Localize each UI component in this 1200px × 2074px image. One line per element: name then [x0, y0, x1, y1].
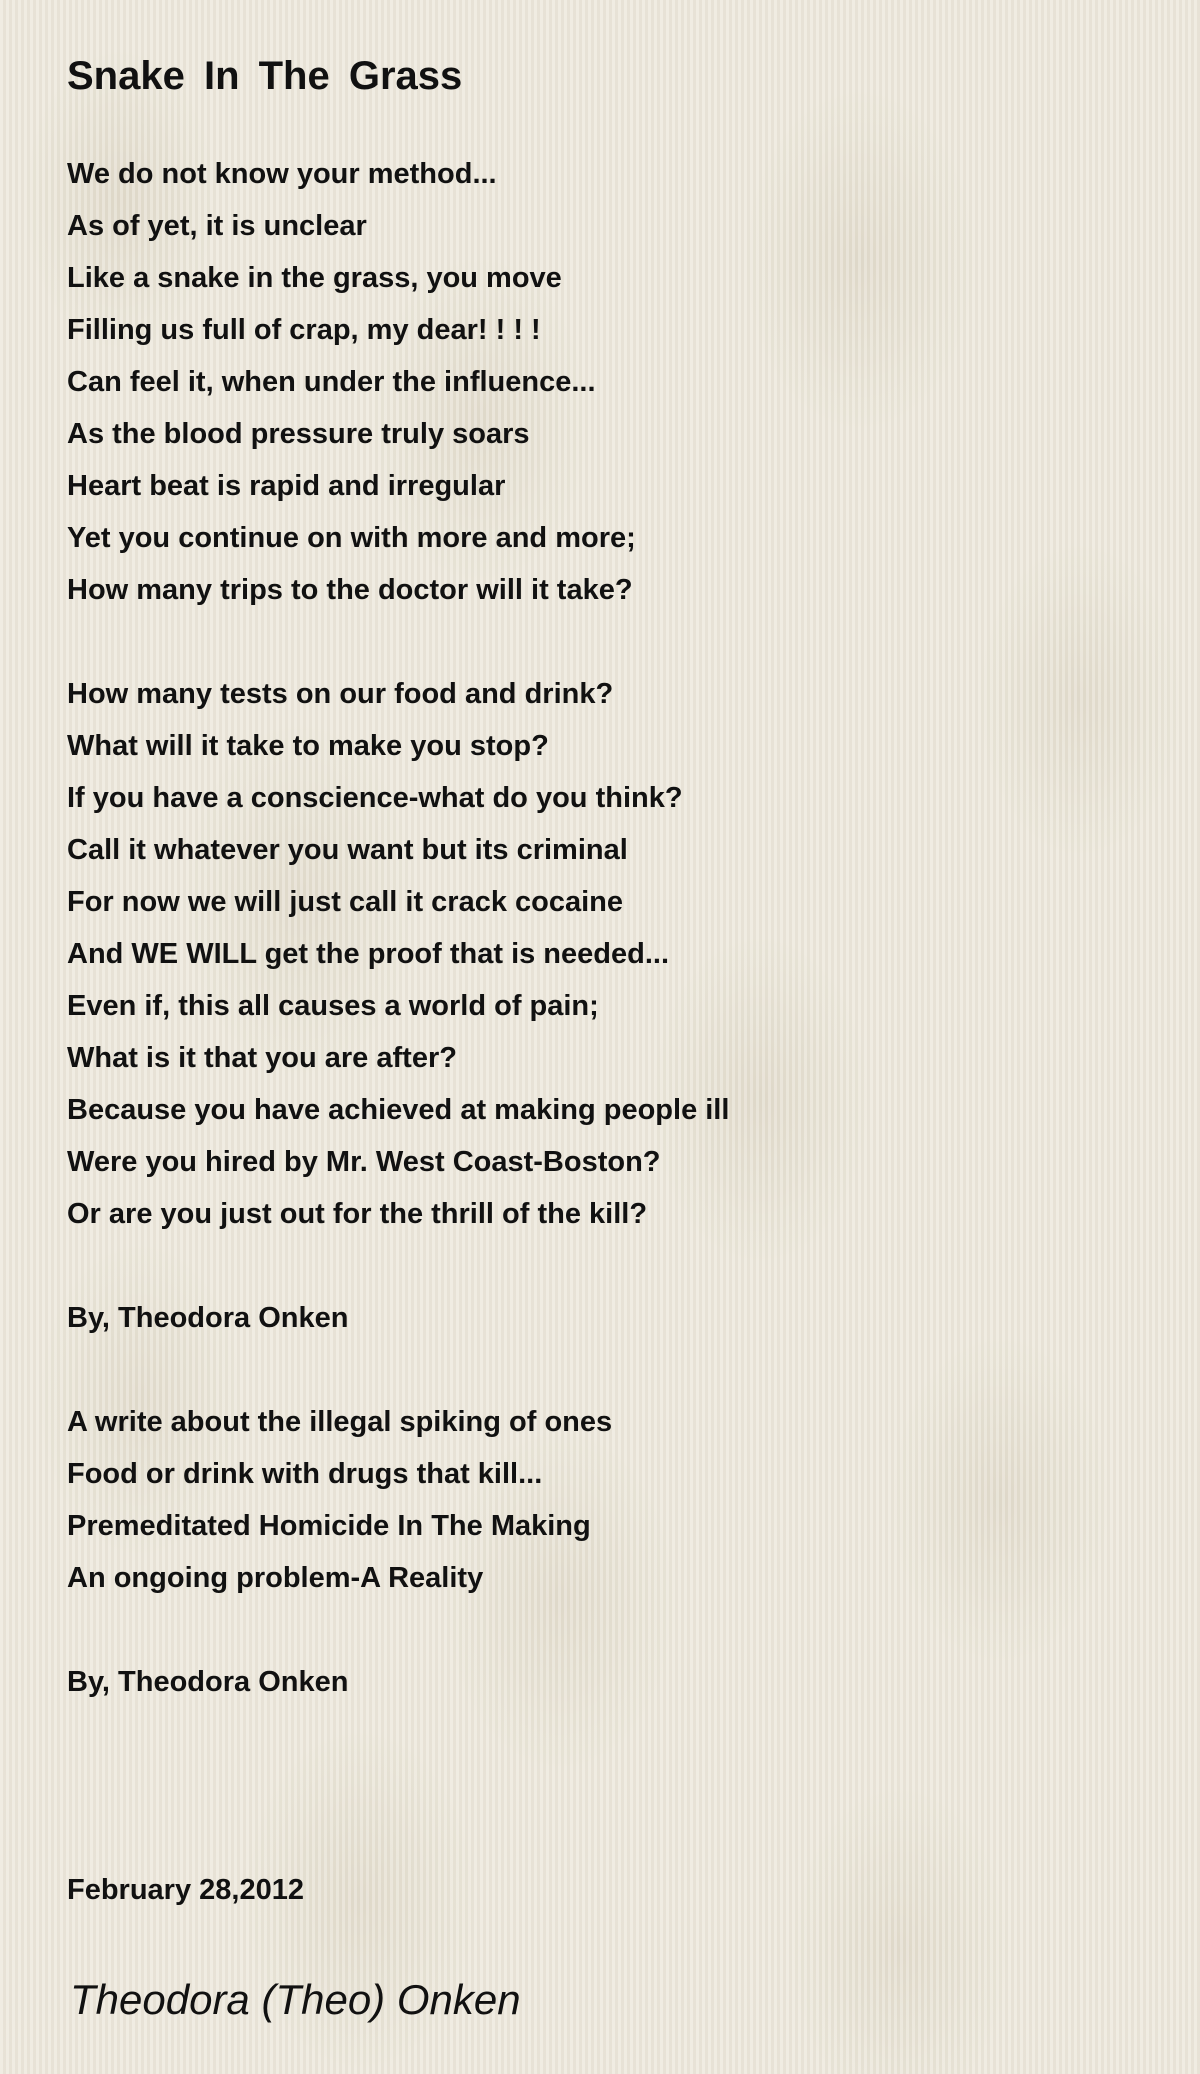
poem-author: Theodora (Theo) Onken	[70, 1976, 521, 2023]
poem-line: As of yet, it is unclear	[67, 210, 367, 242]
poem-line: And WE WILL get the proof that is needed...	[67, 938, 670, 970]
poem-line: Filling us full of crap, my dear! ! ! !	[67, 314, 541, 346]
poem-line: Call it whatever you want but its criminal	[67, 834, 628, 866]
poem-line: Even if, this all causes a world of pain;	[67, 990, 599, 1022]
poem-line: Premeditated Homicide In The Making	[67, 1510, 591, 1542]
poem-line: Can feel it, when under the influence...	[67, 366, 596, 398]
poem-line: Food or drink with drugs that kill...	[67, 1458, 543, 1490]
poem-line: An ongoing problem-A Reality	[67, 1562, 484, 1594]
poem-line: A write about the illegal spiking of ones	[67, 1406, 613, 1438]
poem-line: Yet you continue on with more and more;	[67, 522, 636, 554]
stanza-break	[67, 616, 729, 668]
poem-line: Heart beat is rapid and irregular	[67, 470, 506, 502]
stanza-break	[67, 1604, 729, 1656]
poem-line: As the blood pressure truly soars	[67, 418, 530, 450]
poem-line: Because you have achieved at making people ill	[67, 1094, 730, 1126]
poem-title: Snake In The Grass	[67, 54, 463, 98]
stanza-break	[67, 1344, 729, 1396]
poem-line: Were you hired by Mr. West Coast-Boston?	[67, 1146, 661, 1178]
poem-line: What will it take to make you stop?	[67, 730, 549, 762]
poem-line: Or are you just out for the thrill of the kill?	[67, 1198, 648, 1230]
poem-line: What is it that you are after?	[67, 1042, 457, 1074]
stanza-break	[67, 1240, 729, 1292]
poem-line: If you have a conscience-what do you think?	[67, 782, 683, 814]
poem-date: February 28,2012	[67, 1874, 304, 1906]
byline: By, Theodora Onken	[67, 1302, 349, 1334]
poem-line: For now we will just call it crack cocaine	[67, 886, 624, 918]
byline: By, Theodora Onken	[67, 1666, 349, 1698]
poem-body	[67, 148, 729, 1708]
poem-line: Like a snake in the grass, you move	[67, 262, 562, 294]
poem-line: How many tests on our food and drink?	[67, 678, 614, 710]
poem-line: How many trips to the doctor will it take?	[67, 574, 633, 606]
poem-line: We do not know your method...	[67, 158, 497, 190]
